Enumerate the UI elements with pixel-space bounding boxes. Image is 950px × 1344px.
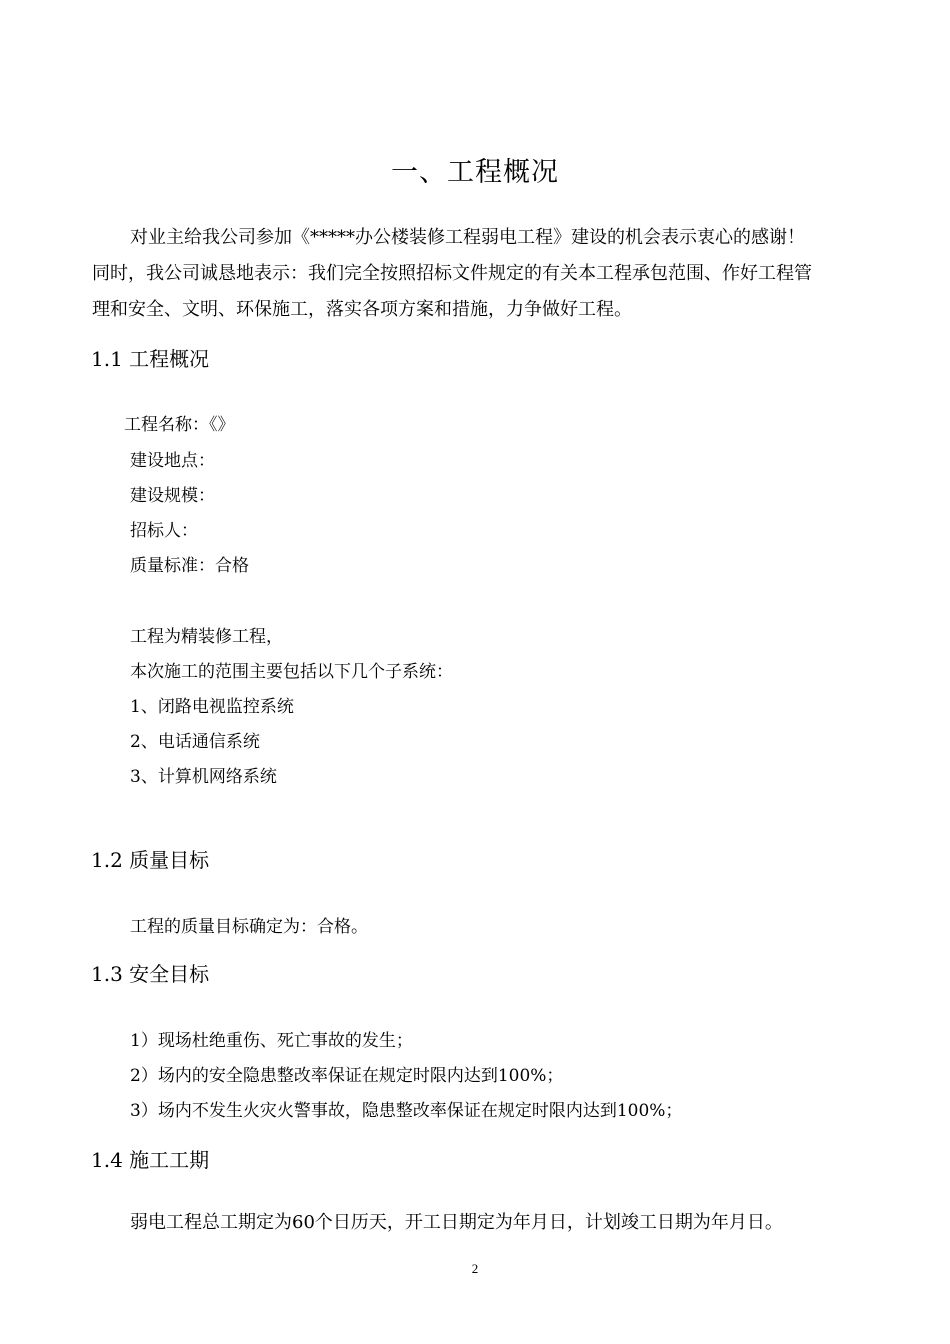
field-scale: 建设规模： (130, 486, 215, 506)
schedule-text: 弱电工程总工期定为60个日历天，开工日期定为年月日，计划竣工日期为年月日。 (130, 1212, 783, 1233)
section-heading-1-1: 1.1 工程概况 (91, 347, 210, 371)
scope-item: 1、闭路电视监控系统 (130, 697, 294, 717)
field-quality-standard: 质量标准：合格 (130, 556, 249, 576)
safety-goal-item: 2）场内的安全隐患整改率保证在规定时限内达到100%； (130, 1066, 564, 1086)
quality-goal-text: 工程的质量目标确定为：合格。 (130, 917, 368, 937)
section-heading-1-4: 1.4 施工工期 (91, 1148, 210, 1172)
section-heading-1-2: 1.2 质量目标 (91, 848, 210, 872)
page-title: 一、工程概况 (391, 157, 559, 188)
safety-goal-item: 1）现场杜绝重伤、死亡事故的发生； (130, 1031, 413, 1051)
scope-line: 工程为精装修工程， (130, 627, 283, 647)
field-tenderer: 招标人： (130, 521, 198, 541)
scope-item: 2、电话通信系统 (130, 732, 260, 752)
intro-line-3: 理和安全、文明、环保施工，落实各项方案和措施，力争做好工程。 (92, 299, 632, 320)
scope-item: 3、计算机网络系统 (130, 767, 277, 787)
page-number: 2 (471, 1261, 479, 1276)
safety-goal-item: 3）场内不发生火灾火警事故，隐患整改率保证在规定时限内达到100%； (130, 1101, 683, 1121)
intro-line-1: 对业主给我公司参加《*****办公楼装修工程弱电工程》建设的机会表示衷心的感谢！ (130, 227, 805, 248)
field-project-name: 工程名称：《》 (124, 415, 235, 435)
section-heading-1-3: 1.3 安全目标 (91, 962, 210, 986)
scope-line: 本次施工的范围主要包括以下几个子系统： (130, 662, 453, 682)
intro-line-2: 同时，我公司诚恳地表示：我们完全按照招标文件规定的有关本工程承包范围、作好工程管 (92, 263, 812, 284)
field-location: 建设地点： (130, 451, 215, 471)
